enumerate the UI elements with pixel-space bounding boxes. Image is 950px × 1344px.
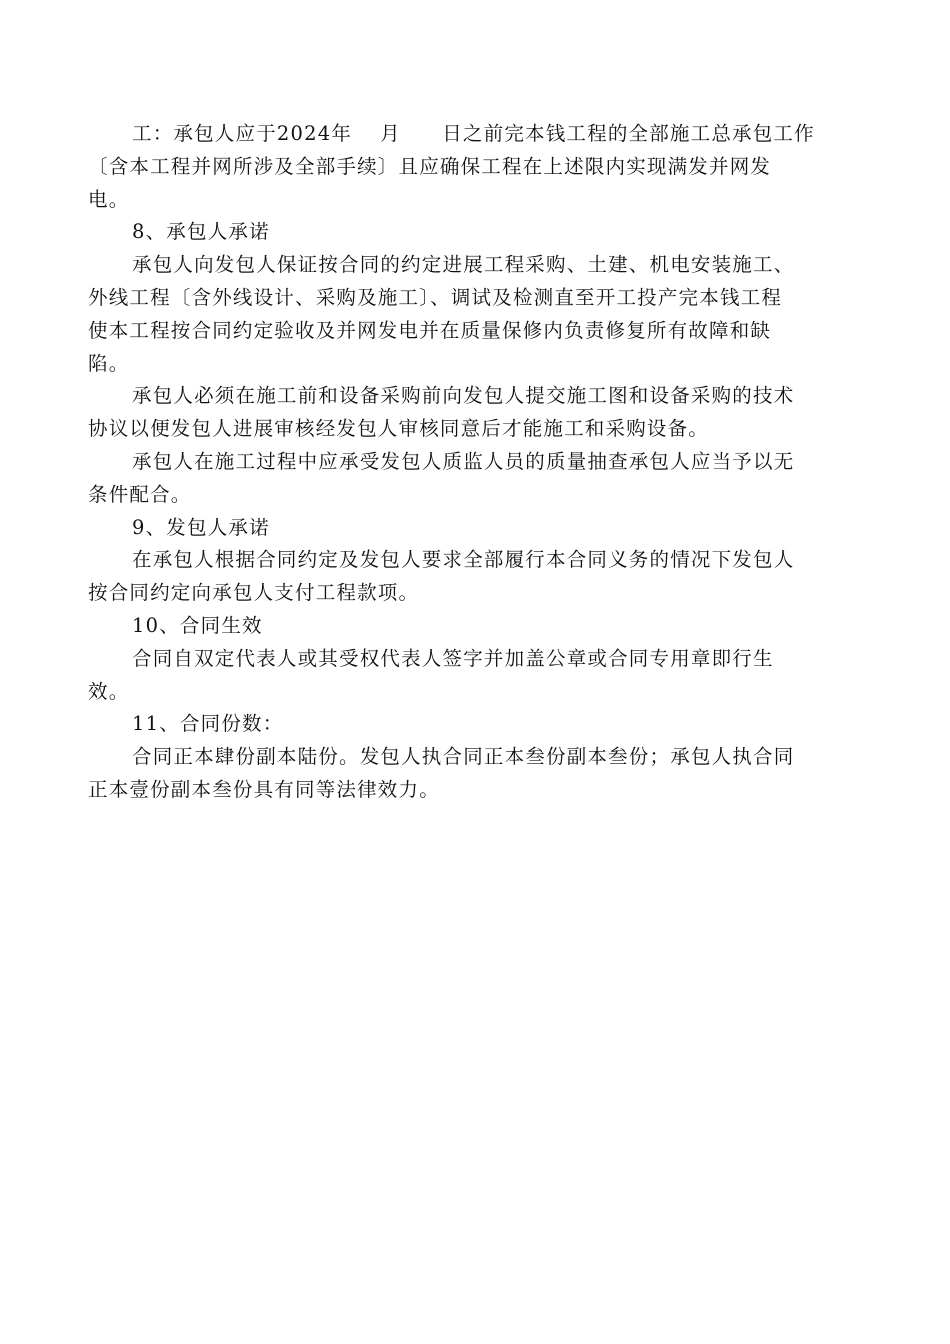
section-heading: 11、合同份数： <box>132 712 284 736</box>
text-line: 承包人必须在施工前和设备采购前向发包人提交施工图和设备采购的技术 <box>132 384 795 408</box>
text-line: 承包人向发包人保证按合同的约定进展工程采购、土建、机电安装施工、 <box>132 253 795 277</box>
text-line: 承包人在施工过程中应承受发包人质监人员的质量抽查承包人应当予以无 <box>132 449 795 473</box>
text-line: 协议以便发包人进展审核经发包人审核同意后才能施工和采购设备。 <box>88 417 710 441</box>
section-heading: 10、合同生效 <box>132 613 263 637</box>
document-page <box>88 118 863 807</box>
text-line: 陷。 <box>88 351 130 375</box>
text-line: 效。 <box>88 679 130 703</box>
text-line: 合同自双定代表人或其受权代表人签字并加盖公章或合同专用章即行生 <box>132 646 774 670</box>
text-line: 电。 <box>88 187 130 211</box>
text-line: 按合同约定向承包人支付工程款项。 <box>88 581 420 605</box>
text-line: 在承包人根据合同约定及发包人要求全部履行本合同义务的情况下发包人 <box>132 548 795 572</box>
text-line: 工：承包人应于2024年 月 日之前完本钱工程的全部施工总承包工作 <box>132 122 815 145</box>
text-line: 条件配合。 <box>88 482 192 506</box>
section-heading: 9、发包人承诺 <box>132 515 270 539</box>
text-line: 〔含本工程并网所涉及全部手续〕且应确保工程在上述限内实现满发并网发 <box>88 154 772 178</box>
section-heading: 8、承包人承诺 <box>132 220 270 244</box>
text-line: 使本工程按合同约定验收及并网发电并在质量保修内负责修复所有故障和缺 <box>88 318 772 342</box>
text-line: 外线工程〔含外线设计、采购及施工〕、调试及检测直至开工投产完本钱工程 <box>88 285 783 309</box>
text-line: 合同正本肆份副本陆份。发包人执合同正本叁份副本叁份；承包人执合同 <box>132 745 795 769</box>
text-line: 正本壹份副本叁份具有同等法律效力。 <box>88 777 440 801</box>
